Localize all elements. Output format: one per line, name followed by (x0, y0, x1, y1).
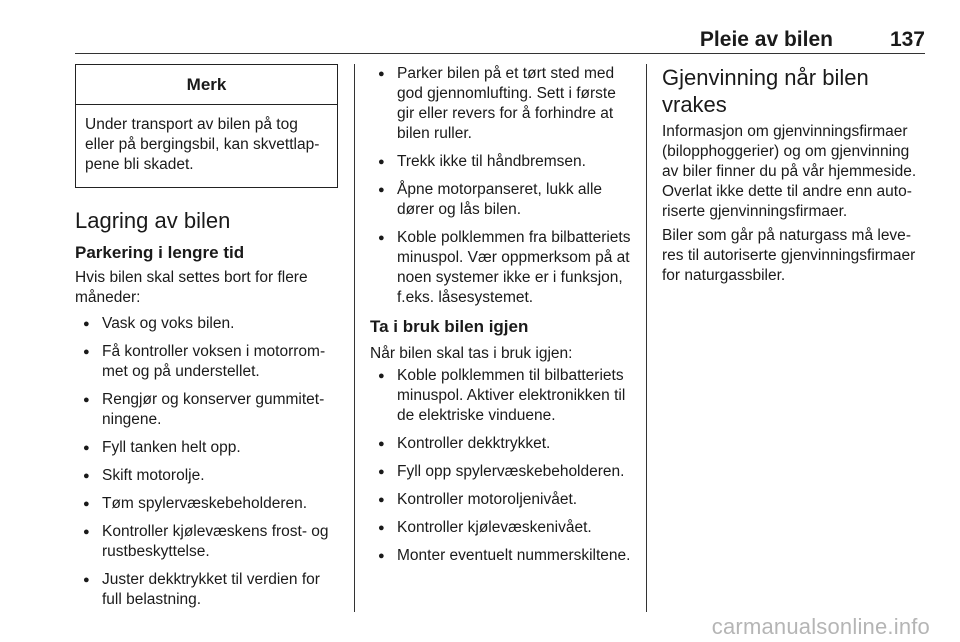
list-item: ● Kontroller kjølevæskens frost- og rustbeskyttelse. (75, 522, 338, 562)
watermark-text: carmanualsonline.info (711, 614, 930, 639)
page-header (75, 28, 925, 52)
section-heading-recycling: Gjenvinning når bilen vrakes (662, 65, 869, 117)
list-item: ● Trekk ikke til håndbremsen. (370, 152, 632, 172)
list-item: ● Rengjør og konserver gummitetningene. (75, 390, 338, 430)
list-item: ● Kontroller kjølevæskenivået. (370, 518, 632, 538)
recycling-paragraph-1: Informasjon om gjenvinningsfirmaer (bilopphoggerier) og om gjenvinning av biler finner du på vår hjemmeside. Overlat ikke dette til andre enn autoriserte gjenvinningsfirmaer. (662, 123, 917, 220)
list-item: ● Få kontroller voksen i motorrommet og på understellet. (75, 342, 338, 382)
note-title: Merk (76, 65, 337, 105)
storage-list-part-2 (370, 64, 632, 308)
column-2 (370, 64, 632, 574)
list-item: ● Koble polklemmen til bilbatteriets minuspol. Aktiver elektronikken til de elektriske vinduene. (370, 366, 632, 426)
column-1 (75, 64, 338, 618)
list-item: ● Vask og voks bilen. (75, 314, 338, 334)
subheading-long-parking: Parkering i lengre tid (75, 243, 245, 262)
note-box (75, 64, 338, 188)
subheading-reuse: Ta i bruk bilen igjen (370, 317, 529, 336)
header-title: Pleie av bilen (699, 28, 833, 51)
list-item: ● Åpne motorpanseret, lukk alle dører og lås bilen. (370, 180, 632, 220)
reuse-intro: Når bilen skal tas i bruk igjen: (370, 345, 573, 362)
storage-intro: Hvis bilen skal settes bort for flere måneder: (75, 269, 308, 306)
list-item: ● Kontroller dekktrykket. (370, 434, 632, 454)
list-item: ● Tøm spylervæskebeholderen. (75, 494, 338, 514)
recycling-paragraph-2: Biler som går på naturgass må leveres til autoriserte gjenvinningsfirmaer for naturgassbiler. (662, 227, 916, 284)
header-rule (75, 53, 925, 54)
list-item: ● Monter eventuelt nummerskiltene. (370, 546, 632, 566)
list-item: ● Juster dekktrykket til verdien for full belastning. (75, 570, 338, 610)
column-divider-2 (646, 64, 647, 612)
column-divider-1 (354, 64, 355, 612)
list-item: ● Fyll tanken helt opp. (75, 438, 338, 458)
note-body: Under transport av bilen på tog eller på bergingsbil, kan skvettlappene bli skadet. (85, 116, 320, 173)
reuse-list (370, 366, 632, 566)
list-item: ● Skift motorolje. (75, 466, 338, 486)
storage-list-part-1 (75, 314, 338, 610)
list-item: ● Parker bilen på et tørt sted med god gjennomlufting. Sett i første gir eller revers for å forhindre at bilen ruller. (370, 64, 632, 144)
column-3 (662, 64, 927, 286)
section-heading-storage: Lagring av bilen (75, 208, 231, 233)
list-item: ● Koble polklemmen fra bilbatteriets minuspol. Vær oppmerksom på at noen systemer ikke er i funksjon, f.eks. låsesystemet. (370, 228, 632, 308)
page-number: 137 (889, 28, 925, 51)
list-item: ● Kontroller motoroljenivået. (370, 490, 632, 510)
list-item: ● Fyll opp spylervæskebeholderen. (370, 462, 632, 482)
